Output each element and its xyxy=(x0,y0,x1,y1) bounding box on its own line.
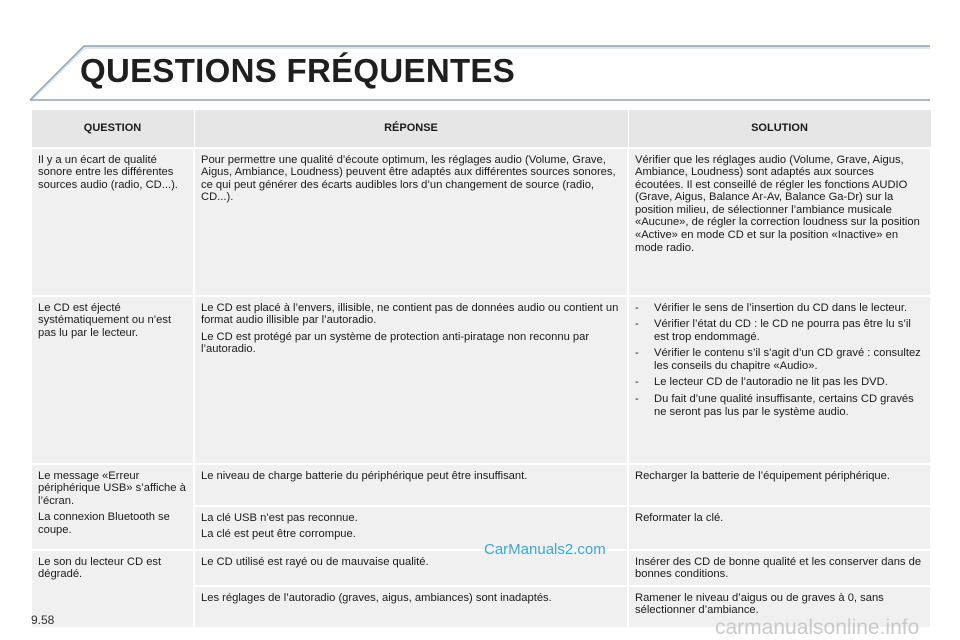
table-row xyxy=(31,148,931,296)
table-row xyxy=(31,550,931,586)
answer-cell xyxy=(194,464,628,506)
question-text: La connexion Bluetooth se coupe. xyxy=(38,511,170,536)
solution-list xyxy=(635,302,924,419)
solution-text: Insérer des CD de bonne qualité et les conserver dans de bonnes conditions. xyxy=(635,555,922,581)
watermark-text: CarManuals2.com xyxy=(484,541,606,558)
solution-text: Ramener le niveau d’aigus ou de graves à 0, sans sélectionner d’ambiance. xyxy=(635,591,884,617)
list-item: - Du fait d’une qualité insuffisante, certains CD gravés ne seront pas lus par le système audio. xyxy=(635,393,924,418)
solution-cell xyxy=(628,148,931,296)
solution-cell xyxy=(628,506,931,550)
solution-text: Reformater la clé. xyxy=(635,511,724,524)
list-item: - Vérifier le sens de l’insertion du CD dans le lecteur. xyxy=(635,302,924,315)
list-item: - Le lecteur CD de l’autoradio ne lit pas les DVD. xyxy=(635,376,924,389)
question-cell xyxy=(31,148,194,296)
header-question: QUESTION xyxy=(31,110,194,148)
answer-text: La clé est peut être corrompue. xyxy=(201,528,356,541)
answer-text: Pour permettre une qualité d’écoute optimum, les réglages audio (Volume, Grave, Aigus, Ambiance, Loudness) peuvent être adaptés aux différentes sources sonores, ce qui peut générer des écarts audibles lors d’un changement de source (radio, CD...). xyxy=(201,153,616,204)
answer-text: La clé USB n’est pas reconnue. xyxy=(201,511,358,524)
question-cell xyxy=(31,296,194,464)
question-cell xyxy=(31,550,194,628)
solution-text: Vérifier que les réglages audio (Volume, Grave, Aigus, Ambiance, Loudness) sont adaptés aux sources écoutées. Il est conseillé de régler les fonctions AUDIO (Grave, Aigus, Balance Ar-Av, Balance Ga-Dr) sur la position milieu, de sélectionner l’ambiance musicale «Aucune», de régler la correction loudness sur la position «Active» en mode CD et sur la position «Inactive» en mode radio. xyxy=(635,153,920,254)
question-text: Le message «Erreur périphérique USB» s’affiche à l’écran. xyxy=(38,469,186,507)
solution-cell xyxy=(628,296,931,464)
question-cell xyxy=(31,464,194,550)
page-number: 9.58 xyxy=(31,613,55,627)
solution-text: Recharger la batterie de l’équipement périphérique. xyxy=(635,469,890,482)
question-text: Il y a un écart de qualité sonore entre les différentes sources audio (radio, CD...). xyxy=(38,153,178,191)
table-row xyxy=(31,464,931,506)
faq-table xyxy=(30,109,932,629)
answer-text: Les réglages de l’autoradio (graves, aigus, ambiances) sont inadaptés. xyxy=(201,591,552,604)
solution-cell xyxy=(628,464,931,506)
list-item: - Vérifier l’état du CD : le CD ne pourra pas être lu s’il est trop endommagé. xyxy=(635,318,924,343)
answer-cell xyxy=(194,296,628,464)
answer-text: Le CD est protégé par un système de protection anti-piratage non reconnu par l’autoradio. xyxy=(201,330,590,356)
question-text: Le CD est éjecté systématiquement ou n’est pas lu par le lecteur. xyxy=(38,301,172,339)
answer-cell xyxy=(194,148,628,296)
answer-cell xyxy=(194,586,628,628)
answer-text: Le CD utilisé est rayé ou de mauvaise qualité. xyxy=(201,555,429,568)
solution-cell xyxy=(628,550,931,586)
answer-text: Le niveau de charge batterie du périphérique peut être insuffisant. xyxy=(201,469,528,482)
header-answer: RÉPONSE xyxy=(194,110,628,148)
question-text: Le son du lecteur CD est dégradé. xyxy=(38,555,162,581)
answer-text: Le CD est placé à l’envers, illisible, ne contient pas de données audio ou contient un format audio illisible par l’autoradio. xyxy=(201,301,619,327)
table-header-row xyxy=(31,110,931,148)
table-row xyxy=(31,296,931,464)
footer-site-mark: carmanualsonline.info xyxy=(715,616,920,639)
header-solution: SOLUTION xyxy=(628,110,931,148)
list-item: - Vérifier le contenu s’il s’agit d’un CD gravé : consultez les conseils du chapitre «Audio». xyxy=(635,347,924,372)
page-title: QUESTIONS FRÉQUENTES xyxy=(80,52,516,89)
